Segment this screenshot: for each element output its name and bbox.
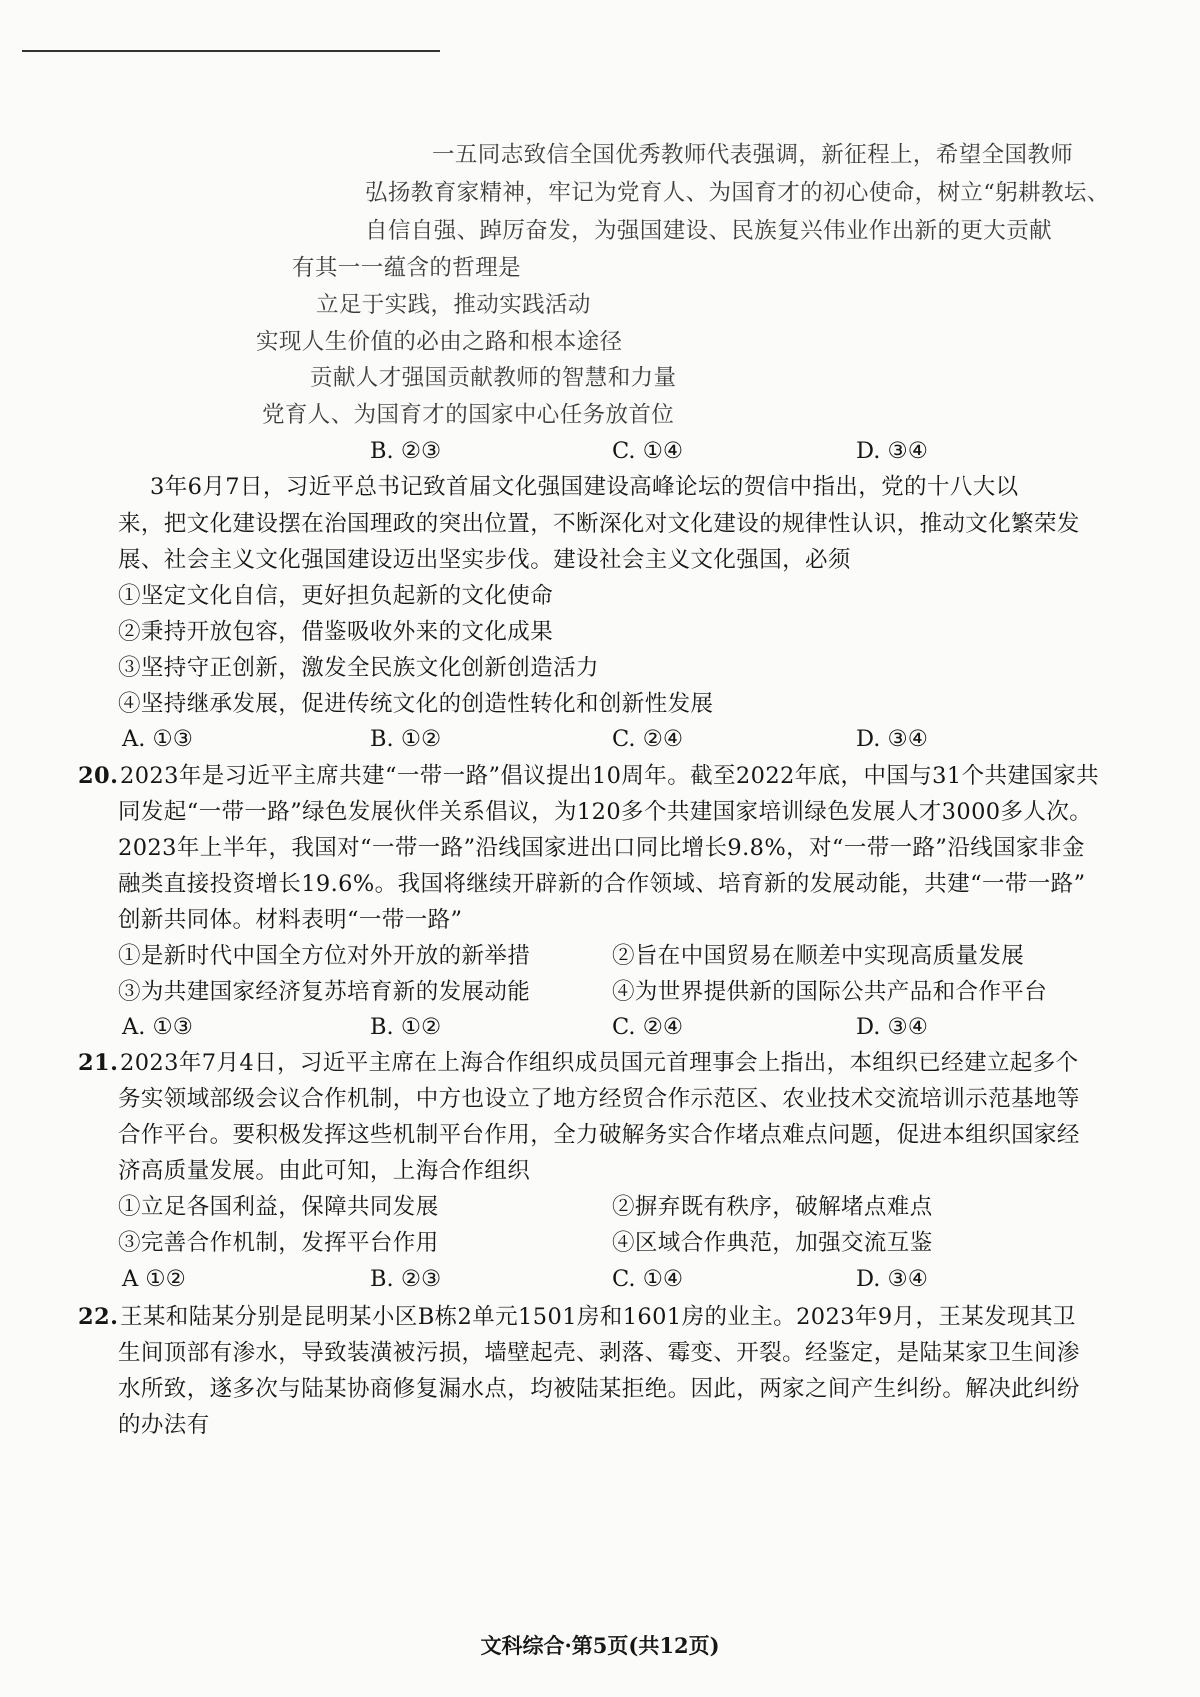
q20-choice-2: ②旨在中国贸易在顺差中实现高质量发展 [612, 943, 1025, 969]
q20-stem-line-4: 融类直接投资增长19.6%。我国将继续开辟新的合作领域、培育新的发展动能，共建“一带一路” [118, 871, 1086, 897]
q21-option-d: D. ③④ [856, 1266, 928, 1292]
q20-option-b: B. ①② [370, 1014, 442, 1040]
q20-choice-1: ①是新时代中国全方位对外开放的新举措 [118, 943, 531, 969]
q18-option-d: D. ③④ [856, 438, 928, 464]
q19-stem-line-1: 3年6月7日，习近平总书记致首届文化强国建设高峰论坛的贺信中指出，党的十八大以 [150, 474, 1019, 500]
q19-choice-4: ④坚持继承发展，促进传统文化的创造性转化和创新性发展 [118, 691, 714, 717]
q19-option-a: A. ①③ [122, 726, 193, 752]
q20-stem-line-3: 2023年上半年，我国对“一带一路”沿线国家进出口同比增长9.8%，对“一带一路”沿线国家非金 [118, 835, 1085, 861]
q21-number: 21. [78, 1050, 119, 1076]
q21-choice-4: ④区域合作典范，加强交流互鉴 [612, 1230, 933, 1256]
q22-stem-line-3: 水所致，遂多次与陆某协商修复漏水点，均被陆某拒绝。因此，两家之间产生纠纷。解决此纠纷 [118, 1376, 1080, 1402]
q22-stem-line-2: 生间顶部有渗水，导致装潢被污损，墙壁起壳、剥落、霉变、开裂。经鉴定，是陆某家卫生间渗 [118, 1340, 1080, 1366]
page-footer: 文科综合·第5页(共12页) [480, 1633, 720, 1658]
q21-option-b: B. ②③ [370, 1266, 442, 1292]
q20-choice-3: ③为共建国家经济复苏培育新的发展动能 [118, 979, 531, 1005]
top-rule [22, 50, 440, 52]
q18-option-b: B. ②③ [370, 438, 442, 464]
q21-choice-1: ①立足各国利益，保障共同发展 [118, 1194, 439, 1220]
q21-choice-3: ③完善合作机制，发挥平台作用 [118, 1230, 439, 1256]
q18-choice-2: 实现人生价值的必由之路和根本途径 [256, 329, 623, 355]
q21-option-c: C. ①④ [612, 1266, 684, 1292]
q19-stem-line-2: 来，把文化建设摆在治国理政的突出位置，不断深化对文化建设的规律性认识，推动文化繁荣发 [118, 511, 1080, 537]
q20-stem-line-5: 创新共同体。材料表明“一带一路” [118, 907, 463, 933]
q22-stem-line-1: 王某和陆某分别是昆明某小区B栋2单元1501房和1601房的业主。2023年9月，王某发现其卫 [120, 1304, 1076, 1330]
q19-choice-1: ①坚定文化自信，更好担负起新的文化使命 [118, 583, 554, 609]
q21-option-a: A ①② [122, 1266, 186, 1292]
q21-stem-line-1: 2023年7月4日，习近平主席在上海合作组织成员国元首理事会上指出，本组织已经建立起多个 [120, 1050, 1079, 1076]
q20-stem-line-2: 同发起“一带一路”绿色发展伙伴关系倡议，为120多个共建国家培训绿色发展人才3000多人次。 [118, 799, 1093, 825]
q20-stem-line-1: 2023年是习近平主席共建“一带一路”倡议提出10周年。截至2022年底，中国与31个共建国家共 [120, 763, 1099, 789]
q18-option-c: C. ①④ [612, 438, 684, 464]
q18-line-1: 一五同志致信全国优秀教师代表强调，新征程上，希望全国教师 [432, 142, 1074, 168]
q18-choice-3: 贡献人才强国贡献教师的智慧和力量 [310, 365, 677, 391]
q22-stem-line-4: 的办法有 [118, 1412, 210, 1438]
q20-option-d: D. ③④ [856, 1014, 928, 1040]
q20-option-a: A. ①③ [122, 1014, 193, 1040]
q18-line-2: 弘扬教育家精神，牢记为党育人、为国育才的初心使命，树立“躬耕教坛、 [365, 180, 1110, 206]
q19-option-c: C. ②④ [612, 726, 684, 752]
q18-choice-4: 党育人、为国育才的国家中心任务放首位 [262, 402, 675, 428]
q19-option-d: D. ③④ [856, 726, 928, 752]
q19-choice-2: ②秉持开放包容，借鉴吸收外来的文化成果 [118, 619, 554, 645]
q21-choice-2: ②摒弃既有秩序，破解堵点难点 [612, 1194, 933, 1220]
q19-option-b: B. ①② [370, 726, 442, 752]
q19-choice-3: ③坚持守正创新，激发全民族文化创新创造活力 [118, 655, 599, 681]
q21-stem-line-3: 合作平台。要积极发挥这些机制平台作用，全力破解务实合作堵点难点问题，促进本组织国家经 [118, 1122, 1080, 1148]
q20-option-c: C. ②④ [612, 1014, 684, 1040]
q20-choice-4: ④为世界提供新的国际公共产品和合作平台 [612, 979, 1048, 1005]
q21-stem-line-4: 济高质量发展。由此可知，上海合作组织 [118, 1158, 531, 1184]
q21-stem-line-2: 务实领域部级会议合作机制，中方也设立了地方经贸合作示范区、农业技术交流培训示范基地等 [118, 1086, 1080, 1112]
q19-stem-line-3: 展、社会主义文化强国建设迈出坚实步伐。建设社会主义文化强国，必须 [118, 547, 851, 573]
q18-line-3: 自信自强、踔厉奋发，为强国建设、民族复兴伟业作出新的更大贡献 [365, 218, 1053, 244]
q18-choice-1: 立足于实践，推动实践活动 [316, 292, 591, 318]
q18-line-4: 有其一一蕴含的哲理是 [292, 255, 522, 281]
q22-number: 22. [78, 1304, 119, 1330]
q20-number: 20. [78, 763, 119, 789]
